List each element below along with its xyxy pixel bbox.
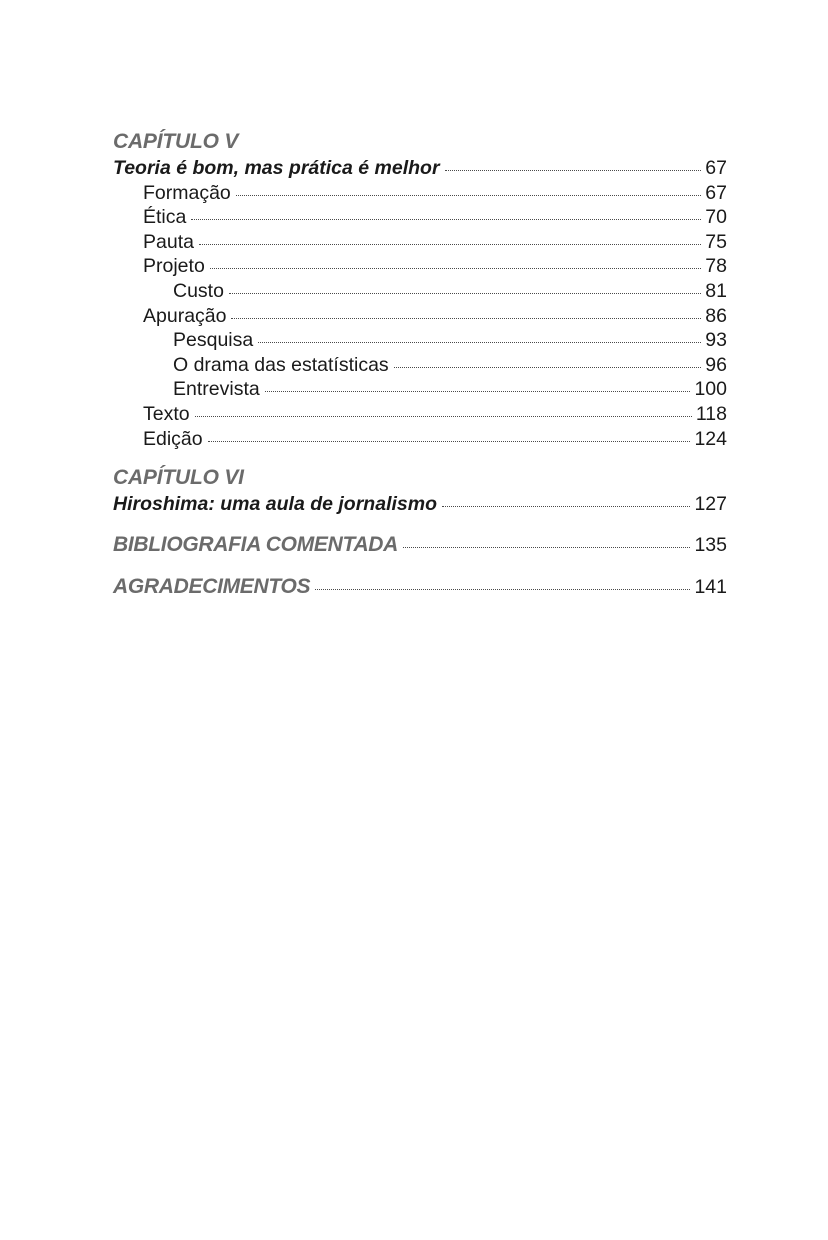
chapter-6-label: CAPÍTULO VI [113, 466, 244, 490]
entry-page: 124 [694, 427, 727, 450]
entry-page: 141 [694, 575, 727, 598]
dot-leader [394, 367, 702, 368]
entry-page: 81 [705, 279, 727, 302]
toc-entry-texto[interactable] [113, 402, 727, 427]
dot-leader [442, 506, 690, 507]
entry-page: 86 [705, 304, 727, 327]
toc-entry-formacao[interactable] [113, 181, 727, 206]
toc-entry-apuracao[interactable] [113, 304, 727, 329]
dot-leader [265, 391, 691, 392]
dot-leader [258, 342, 701, 343]
chapter-5-label: CAPÍTULO V [113, 130, 239, 153]
dot-leader [231, 318, 701, 319]
toc-entry-acknowledgements[interactable] [113, 573, 727, 601]
entry-title: Custo [173, 279, 224, 302]
toc-entry-chapter-6-title[interactable] [113, 492, 727, 517]
toc-entry-edicao[interactable] [113, 427, 727, 452]
table-of-contents [113, 128, 727, 601]
entry-title: Pauta [143, 230, 194, 253]
toc-entry-bibliography[interactable] [113, 531, 727, 559]
toc-entry-pesquisa[interactable] [113, 328, 727, 353]
entry-page: 70 [705, 206, 727, 229]
entry-page: 67 [705, 157, 727, 179]
entry-page: 118 [695, 402, 727, 425]
entry-title: Formação [143, 181, 231, 204]
entry-page: 93 [705, 329, 727, 352]
dot-leader [199, 244, 701, 245]
dot-leader [315, 589, 690, 590]
entry-title: Edição [143, 427, 203, 450]
dot-leader [236, 195, 702, 196]
dot-leader [208, 441, 691, 442]
entry-title: AGRADECIMENTOS [113, 574, 311, 598]
entry-title: Teoria é bom, mas prática é melhor [113, 157, 440, 179]
entry-title: Pesquisa [173, 329, 254, 352]
dot-leader [210, 268, 702, 269]
dot-leader [195, 416, 692, 417]
dot-leader [229, 293, 701, 294]
dot-leader [191, 219, 701, 220]
spacer [113, 517, 727, 531]
spacer [113, 559, 727, 573]
toc-entry-custo[interactable] [113, 279, 727, 304]
entry-page: 67 [705, 181, 727, 204]
entry-title: Entrevista [173, 378, 260, 401]
entry-title: Ética [143, 206, 187, 229]
entry-title: Hiroshima: uma aula de jornalismo [113, 493, 437, 516]
entry-page: 75 [705, 230, 727, 253]
entry-title: BIBLIOGRAFIA COMENTADA [113, 532, 399, 556]
entry-page: 127 [694, 493, 727, 516]
dot-leader [445, 170, 702, 171]
spacer [113, 451, 727, 464]
toc-entry-drama-estatisticas[interactable] [113, 353, 727, 378]
entry-page: 135 [694, 533, 727, 556]
entry-page: 100 [694, 378, 727, 401]
entry-title: Apuração [143, 304, 227, 327]
toc-entry-etica[interactable] [113, 205, 727, 230]
dot-leader [403, 547, 690, 548]
toc-entry-pauta[interactable] [113, 230, 727, 255]
entry-page: 96 [705, 353, 727, 376]
entry-title: O drama das estatísticas [173, 353, 389, 376]
toc-entry-projeto[interactable] [113, 254, 727, 279]
entry-title: Texto [143, 402, 190, 425]
toc-entry-entrevista[interactable] [113, 377, 727, 402]
entry-page: 78 [705, 255, 727, 278]
entry-title: Projeto [143, 255, 205, 278]
toc-entry-chapter-5-title[interactable] [113, 156, 727, 181]
